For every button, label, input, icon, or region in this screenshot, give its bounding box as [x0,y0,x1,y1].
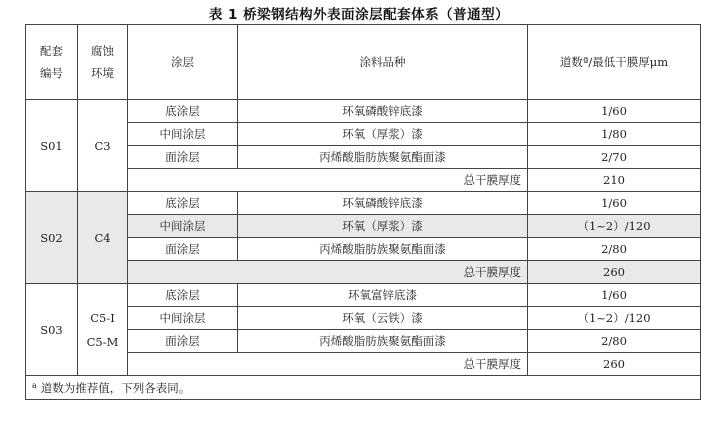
header-system-no-line2: 编号 [40,66,63,80]
total-label-cell: 总干膜厚度 [128,261,528,284]
table-title: 表 1 桥梁钢结构外表面涂层配套体系（普通型） [208,7,510,23]
paint-cell: 丙烯酸脂肪族聚氨酯面漆 [238,330,528,353]
environment-value: C5-I [90,310,115,325]
dft-cell: 1/60 [528,192,701,215]
coat-cell: 中间涂层 [128,215,238,238]
environment-cell [78,284,128,376]
total-value-cell: 260 [528,353,701,376]
total-label-cell: 总干膜厚度 [128,169,528,192]
table-row [26,330,701,353]
paint-cell: 环氧磷酸锌底漆 [238,100,528,123]
table-row [26,192,701,215]
environment-value: C3 [94,138,111,153]
total-value-cell: 260 [528,261,701,284]
paint-cell: 丙烯酸脂肪族聚氨酯面漆 [238,238,528,261]
table-row [26,100,701,123]
coat-cell: 面涂层 [128,146,238,169]
coat-cell: 底涂层 [128,100,238,123]
system-code-cell: S03 [26,284,78,376]
table-row [26,238,701,261]
paint-cell: 环氧磷酸锌底漆 [238,192,528,215]
dft-cell: （1~2）/120 [528,307,701,330]
total-value-cell: 210 [528,169,701,192]
environment-value: C5-M [86,334,119,349]
system-code-cell: S01 [26,100,78,192]
environment-cell [78,192,128,284]
footnote-cell [26,376,701,400]
environment-value: C4 [94,230,111,245]
table-header-row [26,25,701,100]
dft-cell: 2/70 [528,146,701,169]
dft-cell: 1/80 [528,123,701,146]
header-environment-line1: 腐蚀 [91,44,114,58]
footnote-marker: a [32,380,37,390]
coat-cell: 中间涂层 [128,307,238,330]
coat-cell: 面涂层 [128,238,238,261]
table-row [26,123,701,146]
header-dft: 道数ª/最低干膜厚μm [528,25,701,100]
total-label-cell: 总干膜厚度 [128,353,528,376]
coat-cell: 底涂层 [128,192,238,215]
header-paint: 涂料品种 [238,25,528,100]
header-environment [78,25,128,100]
table-row [26,307,701,330]
environment-cell [78,100,128,192]
total-row [26,353,701,376]
table-row [26,215,701,238]
coating-system-table [25,24,701,400]
system-code-cell: S02 [26,192,78,284]
paint-cell: 环氧（云铁）漆 [238,307,528,330]
footnote-text: 道数为推荐值，下列各表同。 [40,380,191,395]
footnote-row [26,376,701,400]
header-system-no-line1: 配套 [40,44,63,58]
paint-cell: 环氧（厚浆）漆 [238,123,528,146]
table-row [26,146,701,169]
table-row [26,284,701,307]
paint-cell: 丙烯酸脂肪族聚氨酯面漆 [238,146,528,169]
coat-cell: 面涂层 [128,330,238,353]
header-system-no [26,25,78,100]
dft-cell: 2/80 [528,238,701,261]
coat-cell: 底涂层 [128,284,238,307]
coat-cell: 中间涂层 [128,123,238,146]
dft-cell: 1/60 [528,100,701,123]
dft-cell: 2/80 [528,330,701,353]
dft-cell: （1~2）/120 [528,215,701,238]
dft-cell: 1/60 [528,284,701,307]
paint-cell: 环氧（厚浆）漆 [238,215,528,238]
header-coat: 涂层 [128,25,238,100]
total-row [26,169,701,192]
header-environment-line2: 环境 [91,66,114,80]
paint-cell: 环氧富锌底漆 [238,284,528,307]
total-row [26,261,701,284]
